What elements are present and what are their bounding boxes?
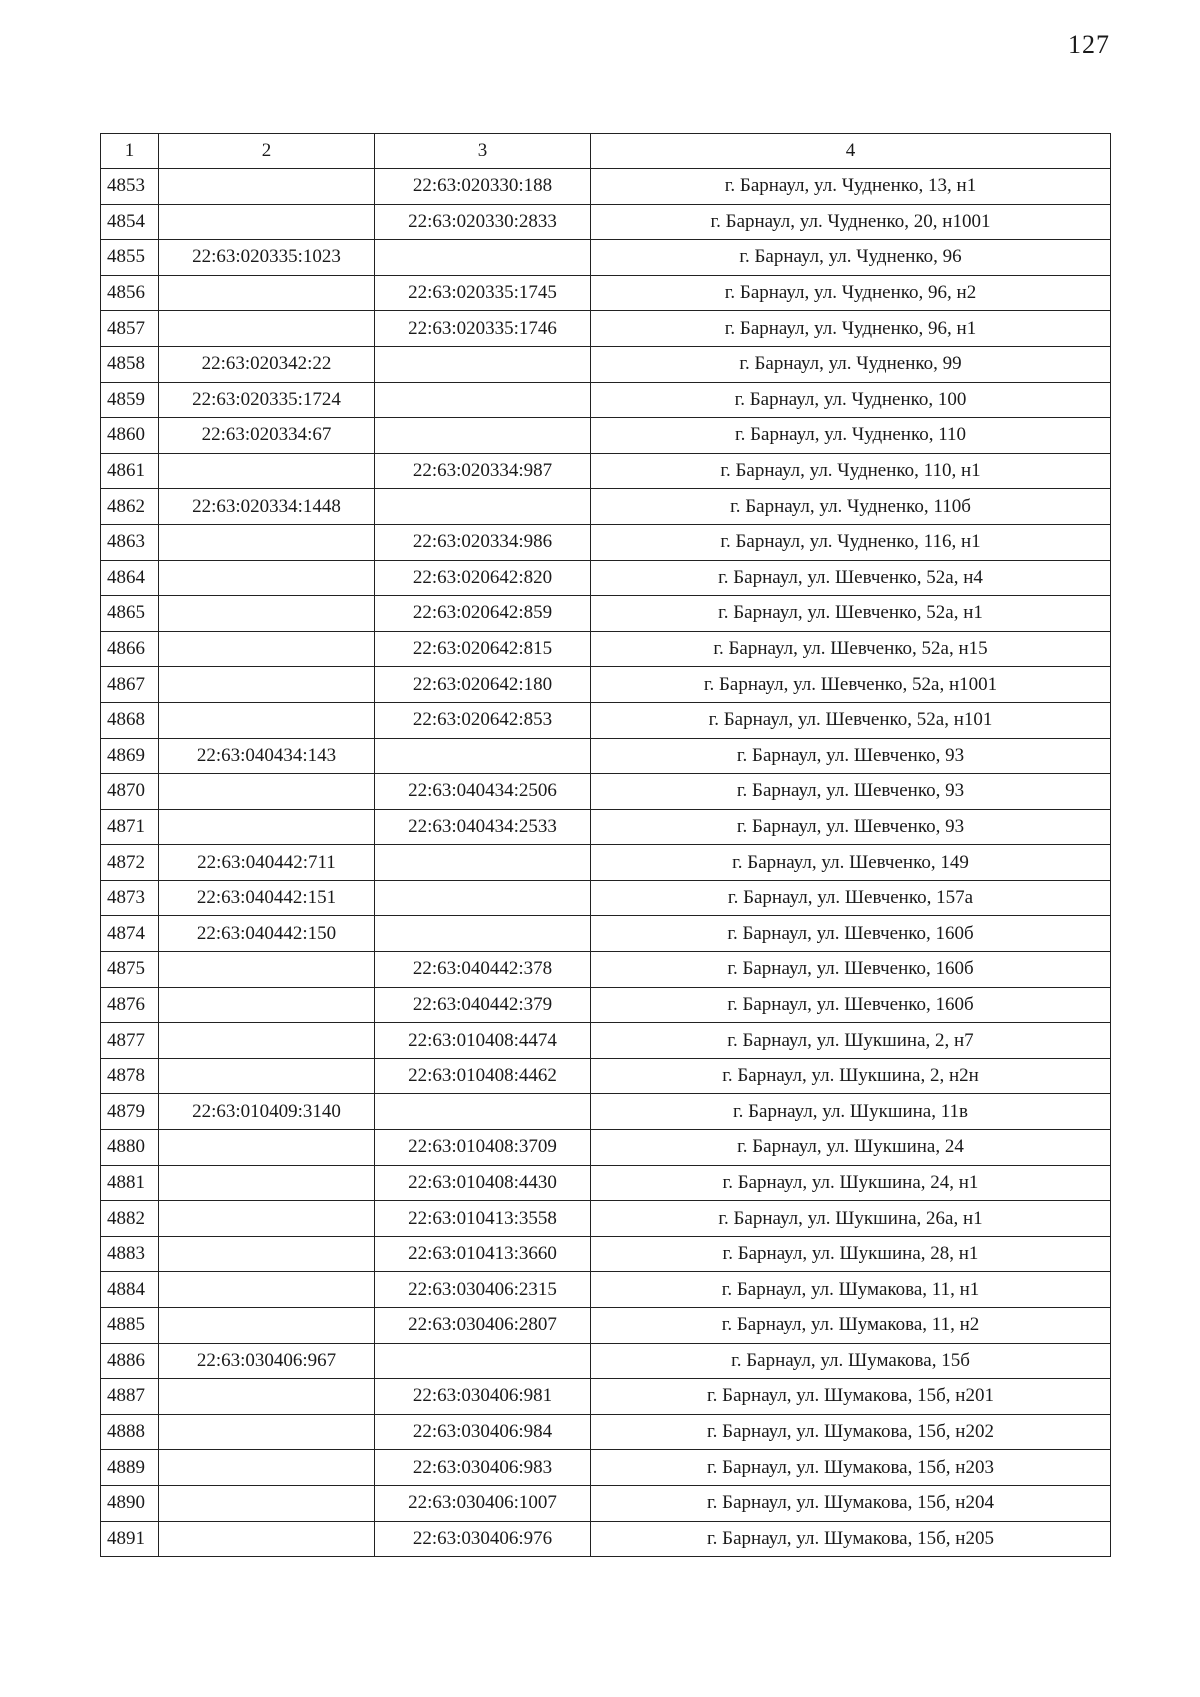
cadastral-number-land-cell	[159, 1450, 375, 1486]
table-row	[101, 1414, 1111, 1450]
cadastral-number-building-cell: 22:63:020334:986	[375, 524, 591, 560]
row-number-cell: 4860	[101, 418, 159, 454]
address-cell: г. Барнаул, ул. Шумакова, 11, н2	[591, 1308, 1111, 1344]
address-cell: г. Барнаул, ул. Шукшина, 2, н2н	[591, 1058, 1111, 1094]
cadastral-number-land-cell: 22:63:040434:143	[159, 738, 375, 774]
cadastral-number-land-cell	[159, 1165, 375, 1201]
table-row	[101, 667, 1111, 703]
cadastral-number-building-cell	[375, 738, 591, 774]
cadastral-number-land-cell	[159, 952, 375, 988]
address-cell: г. Барнаул, ул. Шевченко, 157а	[591, 880, 1111, 916]
row-number-cell: 4868	[101, 702, 159, 738]
address-cell: г. Барнаул, ул. Шевченко, 93	[591, 809, 1111, 845]
address-cell: г. Барнаул, ул. Шевченко, 160б	[591, 987, 1111, 1023]
cadastral-number-building-cell	[375, 880, 591, 916]
table-row	[101, 560, 1111, 596]
address-cell: г. Барнаул, ул. Шевченко, 52а, н101	[591, 702, 1111, 738]
row-number-cell: 4887	[101, 1379, 159, 1415]
table-row	[101, 738, 1111, 774]
address-cell: г. Барнаул, ул. Шевченко, 149	[591, 845, 1111, 881]
row-number-cell: 4863	[101, 524, 159, 560]
cadastral-number-building-cell: 22:63:010408:3709	[375, 1130, 591, 1166]
row-number-cell: 4871	[101, 809, 159, 845]
cadastral-number-building-cell	[375, 346, 591, 382]
row-number-cell: 4869	[101, 738, 159, 774]
address-cell: г. Барнаул, ул. Чудненко, 110, н1	[591, 453, 1111, 489]
address-cell: г. Барнаул, ул. Шукшина, 24, н1	[591, 1165, 1111, 1201]
table-row	[101, 1450, 1111, 1486]
cadastral-number-land-cell	[159, 809, 375, 845]
row-number-cell: 4870	[101, 774, 159, 810]
cadastral-number-land-cell: 22:63:010409:3140	[159, 1094, 375, 1130]
address-cell: г. Барнаул, ул. Чудненко, 20, н1001	[591, 204, 1111, 240]
column-header-3: 3	[375, 134, 591, 169]
table-body	[101, 169, 1111, 1557]
table-row	[101, 169, 1111, 205]
cadastral-number-land-cell	[159, 1130, 375, 1166]
cadastral-number-land-cell	[159, 1023, 375, 1059]
address-cell: г. Барнаул, ул. Шумакова, 15б, н201	[591, 1379, 1111, 1415]
row-number-cell: 4855	[101, 240, 159, 276]
cadastral-number-land-cell	[159, 1414, 375, 1450]
cadastral-number-land-cell	[159, 1236, 375, 1272]
table-row	[101, 240, 1111, 276]
row-number-cell: 4867	[101, 667, 159, 703]
row-number-cell: 4853	[101, 169, 159, 205]
row-number-cell: 4881	[101, 1165, 159, 1201]
cadastral-number-land-cell	[159, 204, 375, 240]
row-number-cell: 4857	[101, 311, 159, 347]
table-row	[101, 702, 1111, 738]
table-row	[101, 774, 1111, 810]
cadastral-number-building-cell: 22:63:030406:984	[375, 1414, 591, 1450]
cadastral-number-land-cell	[159, 1308, 375, 1344]
cadastral-number-building-cell	[375, 382, 591, 418]
address-cell: г. Барнаул, ул. Чудненко, 96	[591, 240, 1111, 276]
cadastral-number-land-cell	[159, 524, 375, 560]
cadastral-number-land-cell	[159, 1058, 375, 1094]
table-row	[101, 275, 1111, 311]
row-number-cell: 4882	[101, 1201, 159, 1237]
table-row	[101, 845, 1111, 881]
cadastral-number-building-cell: 22:63:020642:815	[375, 631, 591, 667]
cadastral-number-building-cell: 22:63:030406:2807	[375, 1308, 591, 1344]
table-row	[101, 596, 1111, 632]
cadastral-number-building-cell	[375, 845, 591, 881]
cadastral-number-land-cell	[159, 702, 375, 738]
row-number-cell: 4885	[101, 1308, 159, 1344]
row-number-cell: 4866	[101, 631, 159, 667]
cadastral-number-land-cell	[159, 453, 375, 489]
cadastral-number-land-cell	[159, 631, 375, 667]
address-cell: г. Барнаул, ул. Шумакова, 15б	[591, 1343, 1111, 1379]
row-number-cell: 4875	[101, 952, 159, 988]
cadastral-number-building-cell	[375, 916, 591, 952]
row-number-cell: 4878	[101, 1058, 159, 1094]
table-row	[101, 311, 1111, 347]
cadastral-number-building-cell: 22:63:010413:3558	[375, 1201, 591, 1237]
table-row	[101, 1521, 1111, 1557]
row-number-cell: 4891	[101, 1521, 159, 1557]
row-number-cell: 4854	[101, 204, 159, 240]
cadastral-number-building-cell: 22:63:020642:859	[375, 596, 591, 632]
cadastral-number-land-cell	[159, 596, 375, 632]
cadastral-number-land-cell	[159, 987, 375, 1023]
cadastral-number-land-cell	[159, 311, 375, 347]
address-cell: г. Барнаул, ул. Шукшина, 28, н1	[591, 1236, 1111, 1272]
address-cell: г. Барнаул, ул. Шевченко, 93	[591, 774, 1111, 810]
row-number-cell: 4886	[101, 1343, 159, 1379]
table-row	[101, 952, 1111, 988]
cadastral-number-building-cell: 22:63:030406:2315	[375, 1272, 591, 1308]
address-cell: г. Барнаул, ул. Чудненко, 96, н1	[591, 311, 1111, 347]
row-number-cell: 4865	[101, 596, 159, 632]
table-row	[101, 1485, 1111, 1521]
cadastral-number-building-cell: 22:63:020642:180	[375, 667, 591, 703]
table-row	[101, 1236, 1111, 1272]
cadastral-number-land-cell	[159, 667, 375, 703]
cadastral-number-building-cell: 22:63:040442:379	[375, 987, 591, 1023]
cadastral-number-land-cell: 22:63:020335:1023	[159, 240, 375, 276]
row-number-cell: 4884	[101, 1272, 159, 1308]
address-cell: г. Барнаул, ул. Чудненко, 110б	[591, 489, 1111, 525]
row-number-cell: 4889	[101, 1450, 159, 1486]
cadastral-number-building-cell: 22:63:040434:2533	[375, 809, 591, 845]
cadastral-number-building-cell: 22:63:030406:983	[375, 1450, 591, 1486]
address-cell: г. Барнаул, ул. Шевченко, 160б	[591, 952, 1111, 988]
address-cell: г. Барнаул, ул. Шумакова, 11, н1	[591, 1272, 1111, 1308]
header-row	[101, 134, 1111, 169]
address-cell: г. Барнаул, ул. Чудненко, 100	[591, 382, 1111, 418]
table-row	[101, 1308, 1111, 1344]
row-number-cell: 4859	[101, 382, 159, 418]
table-row	[101, 1201, 1111, 1237]
row-number-cell: 4872	[101, 845, 159, 881]
table-row	[101, 1379, 1111, 1415]
row-number-cell: 4876	[101, 987, 159, 1023]
cadastral-number-building-cell: 22:63:020334:987	[375, 453, 591, 489]
cadastral-number-land-cell	[159, 1521, 375, 1557]
cadastral-number-building-cell: 22:63:020335:1745	[375, 275, 591, 311]
cadastral-number-land-cell	[159, 169, 375, 205]
address-cell: г. Барнаул, ул. Чудненко, 96, н2	[591, 275, 1111, 311]
cadastral-number-land-cell: 22:63:020335:1724	[159, 382, 375, 418]
cadastral-number-building-cell: 22:63:040434:2506	[375, 774, 591, 810]
row-number-cell: 4873	[101, 880, 159, 916]
table-row	[101, 1343, 1111, 1379]
cadastral-number-building-cell: 22:63:020642:853	[375, 702, 591, 738]
registry-table	[100, 133, 1111, 1557]
cadastral-number-building-cell	[375, 240, 591, 276]
cadastral-number-building-cell: 22:63:040442:378	[375, 952, 591, 988]
cadastral-number-land-cell: 22:63:030406:967	[159, 1343, 375, 1379]
cadastral-number-building-cell: 22:63:030406:1007	[375, 1485, 591, 1521]
table-row	[101, 987, 1111, 1023]
cadastral-number-building-cell: 22:63:020330:2833	[375, 204, 591, 240]
address-cell: г. Барнаул, ул. Шукшина, 11в	[591, 1094, 1111, 1130]
table-row	[101, 418, 1111, 454]
table-row	[101, 1165, 1111, 1201]
address-cell: г. Барнаул, ул. Шукшина, 2, н7	[591, 1023, 1111, 1059]
cadastral-number-building-cell: 22:63:010408:4474	[375, 1023, 591, 1059]
cadastral-number-land-cell	[159, 1379, 375, 1415]
address-cell: г. Барнаул, ул. Шумакова, 15б, н203	[591, 1450, 1111, 1486]
address-cell: г. Барнаул, ул. Шевченко, 93	[591, 738, 1111, 774]
cadastral-number-land-cell	[159, 1485, 375, 1521]
address-cell: г. Барнаул, ул. Шумакова, 15б, н205	[591, 1521, 1111, 1557]
address-cell: г. Барнаул, ул. Шукшина, 24	[591, 1130, 1111, 1166]
cadastral-number-land-cell	[159, 1201, 375, 1237]
cadastral-number-building-cell: 22:63:020335:1746	[375, 311, 591, 347]
table-row	[101, 916, 1111, 952]
row-number-cell: 4880	[101, 1130, 159, 1166]
page-number: 127	[1068, 30, 1110, 59]
cadastral-number-building-cell	[375, 1343, 591, 1379]
table-row	[101, 1023, 1111, 1059]
address-cell: г. Барнаул, ул. Шевченко, 52а, н1	[591, 596, 1111, 632]
address-cell: г. Барнаул, ул. Шевченко, 160б	[591, 916, 1111, 952]
table-row	[101, 880, 1111, 916]
table-row	[101, 489, 1111, 525]
cadastral-number-building-cell: 22:63:010408:4430	[375, 1165, 591, 1201]
cadastral-number-land-cell	[159, 560, 375, 596]
cadastral-number-building-cell: 22:63:020330:188	[375, 169, 591, 205]
table-row	[101, 1094, 1111, 1130]
address-cell: г. Барнаул, ул. Чудненко, 116, н1	[591, 524, 1111, 560]
row-number-cell: 4858	[101, 346, 159, 382]
row-number-cell: 4864	[101, 560, 159, 596]
cadastral-number-building-cell	[375, 1094, 591, 1130]
cadastral-number-land-cell: 22:63:020342:22	[159, 346, 375, 382]
cadastral-number-land-cell: 22:63:040442:151	[159, 880, 375, 916]
row-number-cell: 4879	[101, 1094, 159, 1130]
table-row	[101, 204, 1111, 240]
address-cell: г. Барнаул, ул. Шевченко, 52а, н4	[591, 560, 1111, 596]
address-cell: г. Барнаул, ул. Чудненко, 99	[591, 346, 1111, 382]
row-number-cell: 4862	[101, 489, 159, 525]
table-row	[101, 382, 1111, 418]
address-cell: г. Барнаул, ул. Шумакова, 15б, н202	[591, 1414, 1111, 1450]
row-number-cell: 4861	[101, 453, 159, 489]
address-cell: г. Барнаул, ул. Шевченко, 52а, н1001	[591, 667, 1111, 703]
table-row	[101, 1272, 1111, 1308]
row-number-cell: 4856	[101, 275, 159, 311]
cadastral-number-building-cell	[375, 418, 591, 454]
cadastral-number-land-cell: 22:63:020334:67	[159, 418, 375, 454]
cadastral-number-building-cell: 22:63:020642:820	[375, 560, 591, 596]
address-cell: г. Барнаул, ул. Шумакова, 15б, н204	[591, 1485, 1111, 1521]
column-header-1: 1	[101, 134, 159, 169]
cadastral-number-land-cell	[159, 774, 375, 810]
table-row	[101, 346, 1111, 382]
table-row	[101, 1058, 1111, 1094]
address-cell: г. Барнаул, ул. Чудненко, 110	[591, 418, 1111, 454]
cadastral-number-land-cell: 22:63:040442:711	[159, 845, 375, 881]
row-number-cell: 4874	[101, 916, 159, 952]
row-number-cell: 4888	[101, 1414, 159, 1450]
address-cell: г. Барнаул, ул. Шевченко, 52а, н15	[591, 631, 1111, 667]
table-row	[101, 453, 1111, 489]
address-cell: г. Барнаул, ул. Чудненко, 13, н1	[591, 169, 1111, 205]
table-row	[101, 809, 1111, 845]
row-number-cell: 4883	[101, 1236, 159, 1272]
cadastral-number-building-cell: 22:63:010413:3660	[375, 1236, 591, 1272]
column-header-4: 4	[591, 134, 1111, 169]
table-row	[101, 524, 1111, 560]
cadastral-number-land-cell	[159, 1272, 375, 1308]
cadastral-number-land-cell	[159, 275, 375, 311]
column-header-2: 2	[159, 134, 375, 169]
row-number-cell: 4890	[101, 1485, 159, 1521]
cadastral-number-building-cell	[375, 489, 591, 525]
cadastral-number-land-cell: 22:63:040442:150	[159, 916, 375, 952]
table-row	[101, 631, 1111, 667]
row-number-cell: 4877	[101, 1023, 159, 1059]
address-cell: г. Барнаул, ул. Шукшина, 26а, н1	[591, 1201, 1111, 1237]
cadastral-number-land-cell: 22:63:020334:1448	[159, 489, 375, 525]
table-row	[101, 1130, 1111, 1166]
cadastral-number-building-cell: 22:63:010408:4462	[375, 1058, 591, 1094]
cadastral-number-building-cell: 22:63:030406:981	[375, 1379, 591, 1415]
cadastral-number-building-cell: 22:63:030406:976	[375, 1521, 591, 1557]
